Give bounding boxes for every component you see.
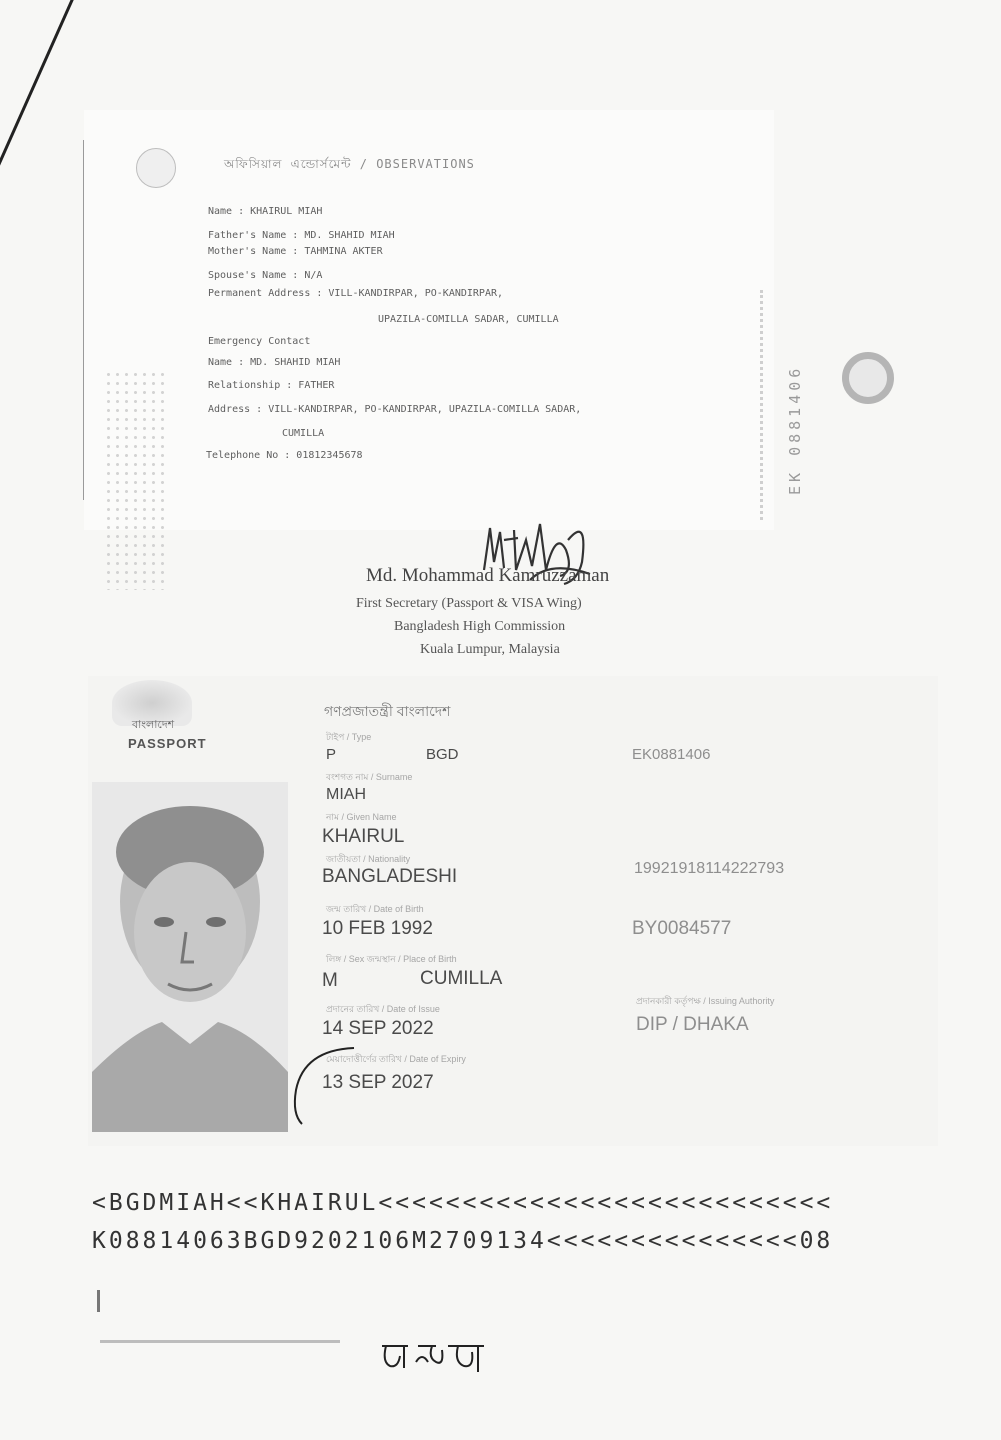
date-of-birth: 10 FEB 1992 (322, 918, 433, 939)
side-passport-number: EK 0881406 (786, 364, 804, 495)
emblem-icon (136, 148, 176, 188)
perforation-dots (760, 290, 777, 520)
caption-given-name: নাম / Given Name (326, 812, 397, 822)
country-code: BGD (426, 746, 459, 763)
officer-office: Bangladesh High Commission (394, 619, 566, 634)
obs-line: UPAZILA-COMILLA SADAR, CUMILLA (378, 314, 559, 325)
obs-line: Telephone No : 01812345678 (206, 450, 363, 461)
obs-line: Permanent Address : VILL-KANDIRPAR, PO-KANDIRPAR, (208, 288, 504, 299)
obs-line: Name : MD. SHAHID MIAH (208, 357, 341, 368)
nationality: BANGLADESHI (322, 866, 458, 887)
personal-number: 19921918114222793 (634, 860, 785, 877)
passport-label-bn: বাংলাদেশ (132, 719, 175, 731)
expiry-date: 13 SEP 2027 (322, 1072, 434, 1093)
given-name: KHAIRUL (322, 826, 405, 847)
issue-date: 14 SEP 2022 (322, 1018, 434, 1039)
margin-line (100, 1340, 340, 1343)
mrz-line-2: K08814063BGD9202106M2709134<<<<<<<<<<<<<<<08 (92, 1228, 834, 1254)
previous-passport-number: BY0084577 (632, 918, 732, 939)
caption-sex-birthplace: লিঙ্গ / Sex জন্মস্থান / Place of Birth (326, 954, 457, 964)
place-of-birth: CUMILLA (420, 968, 503, 989)
caption-type: টাইপ / Type (326, 732, 372, 742)
caption-nationality: জাতীয়তা / Nationality (326, 854, 411, 864)
obs-line: Father's Name : MD. SHAHID MIAH (208, 230, 395, 241)
obs-line: Address : VILL-KANDIRPAR, PO-KANDIRPAR, UPAZILA-COMILLA SADAR, (208, 404, 582, 415)
handwritten-signature (378, 1332, 498, 1382)
holder-photo (92, 782, 288, 1132)
officer-title: First Secretary (Passport & VISA Wing) (356, 596, 582, 611)
officer-location: Kuala Lumpur, Malaysia (420, 642, 560, 657)
caption-expiry-date: মেয়াদোত্তীর্ণের তারিখ / Date of Expiry (326, 1054, 466, 1064)
observation-header: অফিসিয়াল এন্ডোর্সমেন্ট / OBSERVATIONS (224, 157, 475, 171)
passport-label: PASSPORT (128, 736, 207, 751)
margin-mark (97, 1290, 100, 1312)
holder-signature-stroke (284, 1040, 364, 1130)
obs-line: CUMILLA (282, 428, 325, 439)
obs-line: Name : KHAIRUL MIAH (208, 206, 323, 217)
issuing-authority: DIP / DHAKA (636, 1014, 749, 1035)
mrz-line-1: <BGDMIAH<<KHAIRUL<<<<<<<<<<<<<<<<<<<<<<<<<<< (92, 1190, 834, 1216)
caption-issuing-authority: প্রদানকারী কর্তৃপক্ষ / Issuing Authority (636, 996, 775, 1006)
surname: MIAH (326, 786, 366, 803)
passport-type: P (326, 746, 337, 763)
scan-edge-line (0, 0, 77, 295)
obs-line: Relationship : FATHER (208, 380, 335, 391)
obs-line: Mother's Name : TAHMINA AKTER (208, 246, 383, 257)
security-pattern (104, 370, 164, 590)
passport-header: গণপ্রজাতন্ত্রী বাংলাদেশ (324, 703, 451, 719)
obs-line: Spouse's Name : N/A (208, 270, 323, 281)
seal-stamp-icon (842, 352, 894, 404)
caption-surname: বংশগত নাম / Surname (326, 772, 413, 782)
officer-name: Md. Mohammad Kamruzzaman (366, 565, 610, 586)
caption-dob: জন্ম তারিখ / Date of Birth (326, 904, 424, 914)
obs-line: Emergency Contact (208, 336, 311, 347)
portrait-image (92, 782, 288, 1132)
passport-number: EK0881406 (632, 746, 711, 763)
caption-issue-date: প্রদানের তারিখ / Date of Issue (326, 1004, 440, 1014)
sex: M (322, 970, 338, 991)
